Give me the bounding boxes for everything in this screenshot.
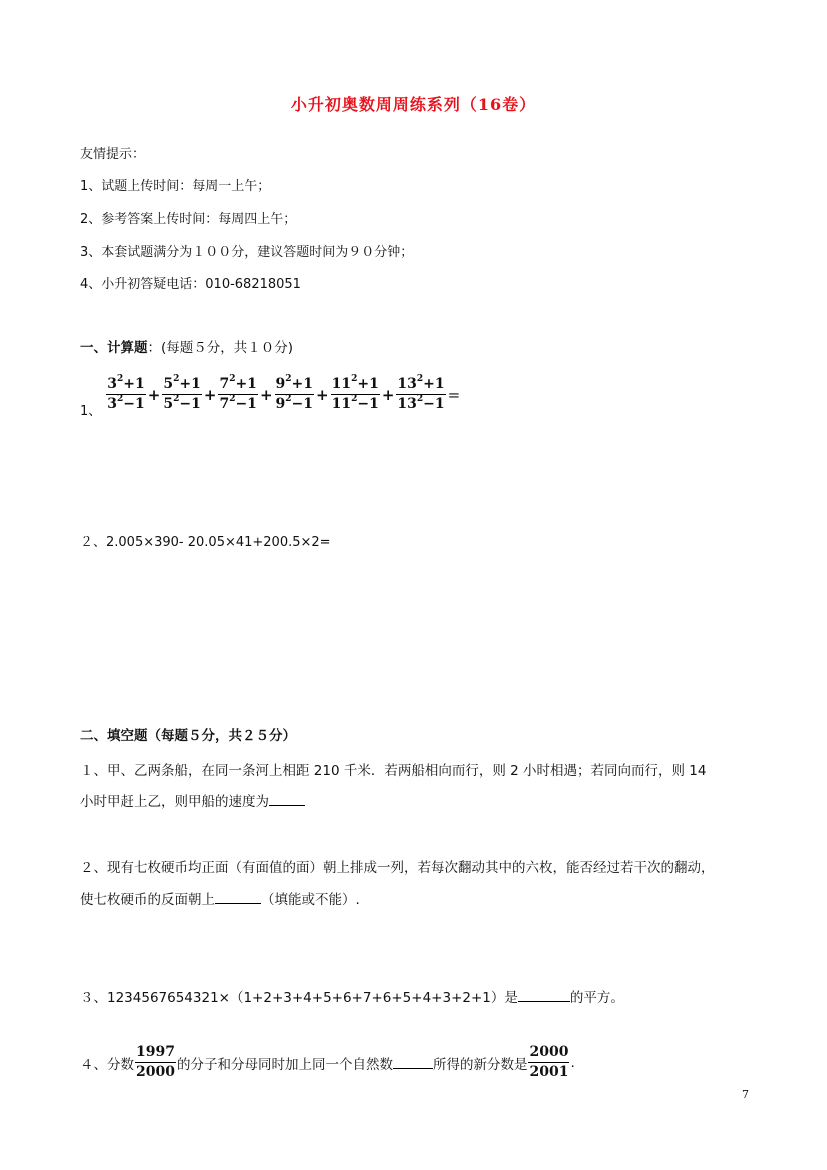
denominator-tail: −1 [423, 396, 445, 412]
tip-item: 1、试题上传时间：每周一上午； [80, 179, 271, 194]
denominator-tail: −1 [179, 396, 201, 412]
numerator [275, 376, 315, 395]
base: 5 [163, 376, 174, 392]
exponent: 2 [173, 394, 180, 405]
exponent: 2 [229, 374, 236, 385]
question-text: ４、分数 [80, 1056, 134, 1073]
question-2-4 [80, 1044, 575, 1081]
denominator: 2001 [529, 1064, 569, 1080]
question-2-1-line2 [80, 790, 305, 810]
question-2-2-line1: ２、现有七枚硬币均正面（有面值的面）朝上排成一列，若每次翻动其中的六枚，能否经过若干次的翻动， [80, 860, 715, 876]
exponent: 2 [229, 394, 236, 405]
exponent: 2 [285, 374, 292, 385]
section-1-note: ：(每题５分，共１０分) [147, 340, 294, 356]
fraction [218, 376, 258, 413]
numerator-tail: +1 [423, 376, 445, 392]
plus-sign: + [147, 385, 161, 404]
denominator [162, 395, 202, 413]
numerator-tail: +1 [357, 376, 379, 392]
question-1-2: ２、2.005×390- 20.05×41+200.5×2= [80, 535, 331, 550]
denominator-tail: −1 [235, 396, 257, 412]
denominator: 2000 [136, 1064, 175, 1080]
question-2-1-line1: １、甲、乙两条船，在同一条河上相距 210 千米．若两船相向而行，则 2 小时相遇；若同向而行，则 14 [80, 763, 707, 779]
base: 7 [219, 376, 230, 392]
tips-header: 友情提示： [80, 147, 146, 162]
denominator [396, 395, 445, 413]
fraction [106, 376, 146, 413]
base: 3 [107, 396, 118, 412]
exponent: 2 [416, 394, 424, 405]
question-1-1 [80, 370, 461, 419]
section-1-title: 一、计算题 [80, 340, 148, 356]
question-2-2-line2 [80, 888, 360, 908]
fraction [162, 376, 202, 413]
exponent: 2 [351, 374, 358, 385]
question-label: 1、 [80, 404, 102, 419]
denominator-tail: −1 [357, 396, 379, 412]
exponent: 2 [285, 394, 292, 405]
base: 11 [331, 376, 352, 392]
page-number: 7 [742, 1088, 749, 1101]
base: 11 [331, 396, 352, 412]
equals-sign: = [447, 385, 461, 404]
exponent: 2 [173, 374, 180, 385]
denominator [106, 395, 146, 413]
fraction [135, 1044, 176, 1081]
denominator-tail: −1 [291, 396, 314, 412]
numerator [331, 376, 380, 395]
exponent: 2 [117, 374, 124, 385]
question-text: （填能或不能）. [261, 892, 360, 908]
base: 9 [275, 396, 286, 412]
fraction-sum [105, 376, 461, 413]
numerator [106, 376, 146, 395]
period: . [570, 1054, 575, 1071]
section-1-heading [80, 336, 293, 356]
question-text: 的分子和分母同时加上同一个自然数 [176, 1056, 393, 1073]
plus-sign: + [259, 385, 273, 404]
question-text: 小时甲赶上乙，则甲船的速度为 [80, 794, 269, 810]
plus-sign: + [381, 385, 395, 404]
numerator: 1997 [135, 1044, 176, 1063]
answer-blank[interactable] [518, 989, 570, 1002]
denominator-tail: −1 [123, 396, 145, 412]
question-text: 使七枚硬币的反面朝上 [80, 892, 215, 908]
tip-item: 2、参考答案上传时间：每周四上午； [80, 212, 297, 227]
answer-blank[interactable] [269, 793, 305, 806]
base: 13 [397, 396, 417, 412]
numerator-tail: +1 [123, 376, 145, 392]
tip-item: 4、小升初答疑电话：010-68218051 [80, 277, 301, 292]
answer-blank[interactable] [215, 891, 261, 904]
fraction [396, 376, 445, 413]
fraction [275, 376, 315, 413]
numerator-tail: +1 [291, 376, 314, 392]
numerator [162, 376, 202, 395]
exponent: 2 [416, 374, 424, 385]
denominator [331, 395, 380, 413]
section-2-heading: 二、填空题（每题５分，共２５分） [80, 728, 296, 744]
exponent: 2 [351, 394, 358, 405]
numerator [396, 376, 445, 395]
tip-item: 3、本套试题满分为１００分，建议答题时间为９０分钟； [80, 245, 414, 260]
denominator [275, 395, 315, 413]
page-title: 小升初奥数周周练系列（16卷） [290, 95, 537, 114]
denominator [218, 395, 258, 413]
plus-sign: + [203, 385, 217, 404]
base: 3 [107, 376, 118, 392]
base: 7 [219, 396, 230, 412]
question-text: 的平方。 [569, 990, 624, 1006]
fraction [331, 376, 380, 413]
fraction [528, 1044, 569, 1081]
question-text: 所得的新分数是 [432, 1056, 528, 1073]
numerator-tail: +1 [179, 376, 201, 392]
plus-sign: + [316, 385, 329, 404]
numerator [218, 376, 258, 395]
question-text: ３、1234567654321×（1+2+3+4+5+6+7+6+5+4+3+2+1）是 [80, 990, 518, 1006]
base: 9 [275, 376, 286, 392]
exponent: 2 [117, 394, 124, 405]
numerator-tail: +1 [235, 376, 257, 392]
base: 13 [397, 376, 417, 392]
answer-blank[interactable] [393, 1056, 433, 1069]
question-2-3 [80, 986, 624, 1006]
base: 5 [163, 396, 174, 412]
numerator: 2000 [528, 1044, 569, 1063]
